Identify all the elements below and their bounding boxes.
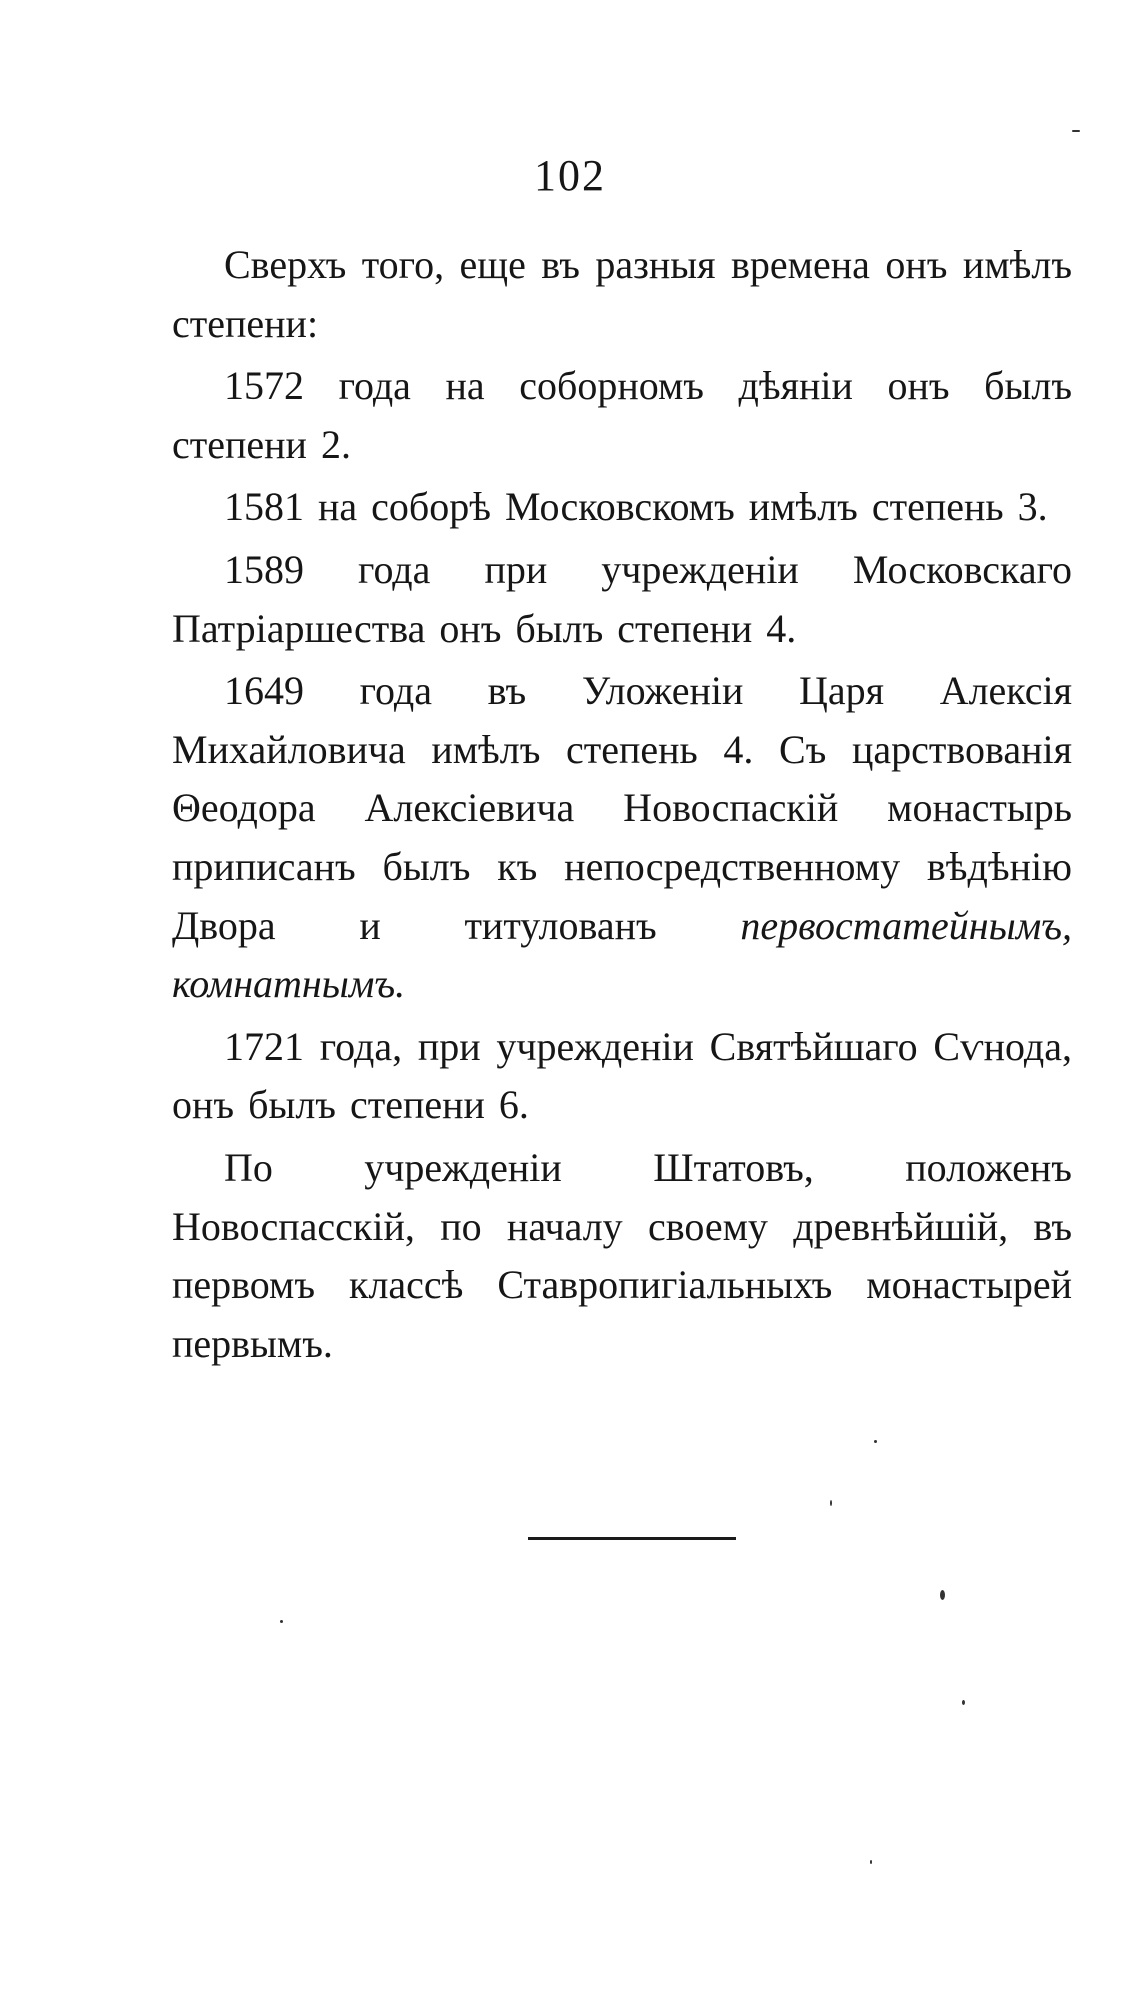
page-number: 102 bbox=[534, 151, 606, 200]
paragraph-staff: По учрежденіи Штатовъ, положенъ Новоспасскій, по началу своему древнѣйшій, въ первомъ классѣ Ставропигіальныхъ монастырей первымъ. bbox=[172, 1144, 1072, 1366]
scan-speck bbox=[940, 1590, 945, 1600]
closing-rule bbox=[528, 1537, 736, 1540]
paragraph-1721: 1721 года, при учрежденіи Святѣйшаго Сѵнода, онъ былъ степени 6. bbox=[172, 1023, 1072, 1128]
body-text bbox=[172, 236, 1072, 1373]
paragraph-intro: Сверхъ того, еще въ разныя времена онъ имѣлъ степени: bbox=[172, 242, 1072, 346]
scan-speck bbox=[830, 1500, 832, 1506]
paragraph-1649-italic: первостатейнымъ, комнатнымъ. bbox=[172, 902, 1072, 1007]
scan-speck bbox=[874, 1440, 877, 1443]
paragraph-1589: 1589 года при учрежденіи Московскаго Патріаршества онъ былъ степени 4. bbox=[172, 546, 1072, 651]
paragraph-1581: 1581 на соборѣ Московскомъ имѣлъ степень 3. bbox=[224, 484, 1048, 530]
scan-speck bbox=[962, 1700, 965, 1705]
paragraph-1649-text: 1649 года въ Уложеніи Царя Алексія Михайловича имѣлъ степень 4. Съ царствованія Θеодора Алексіевича Новоспаскій монастырь приписанъ былъ къ непосредственному вѣдѣнію Двора и титулованъ bbox=[172, 668, 1072, 948]
paragraph-1572: 1572 года на соборномъ дѣяніи онъ былъ степени 2. bbox=[172, 363, 1072, 467]
scan-speck bbox=[1072, 130, 1080, 132]
scan-speck bbox=[280, 1620, 283, 1623]
paragraph-1649 bbox=[172, 662, 1072, 1014]
scan-speck bbox=[870, 1860, 872, 1864]
